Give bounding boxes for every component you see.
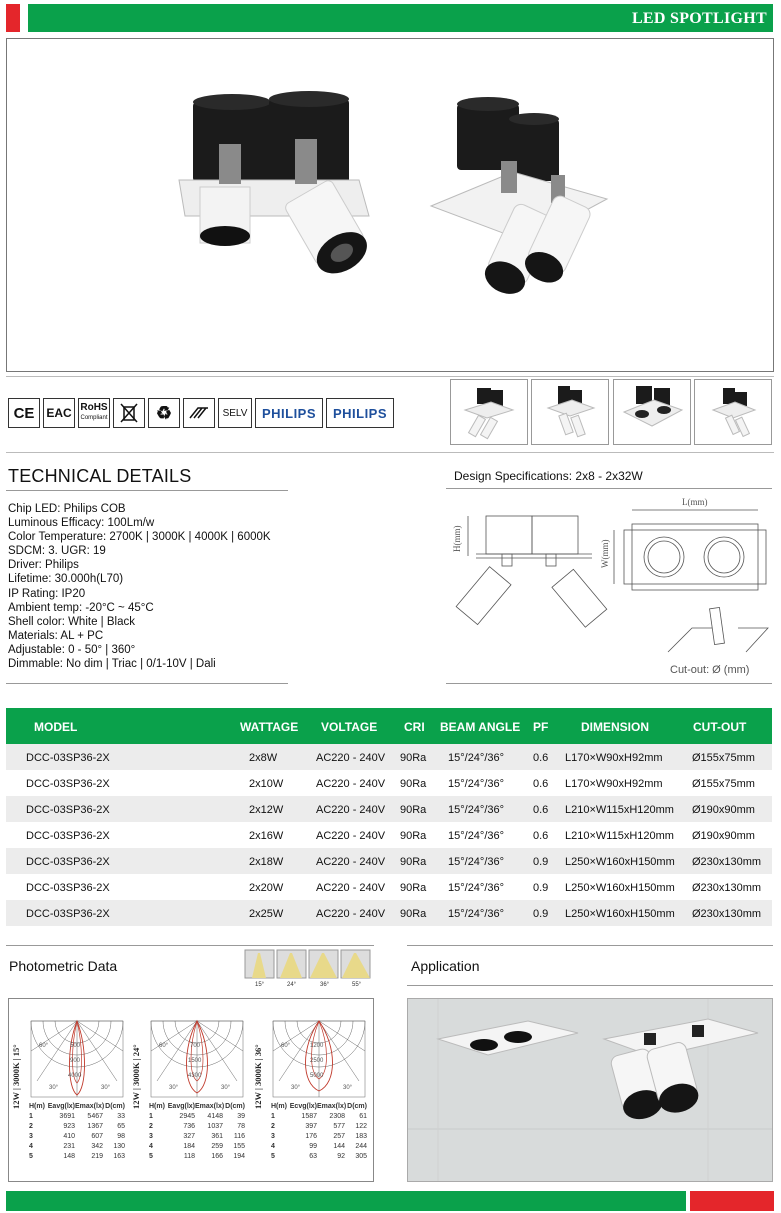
cell-cri: 90Ra	[400, 856, 427, 868]
cell-pf: 0.9	[533, 856, 549, 868]
svg-text:30°: 30°	[291, 1085, 301, 1091]
certification-logos	[8, 398, 394, 428]
col-pf: PF	[533, 720, 549, 734]
svg-text:60°: 60°	[159, 1043, 169, 1049]
svg-text:15°: 15°	[255, 982, 265, 988]
spec-line: Chip LED: Philips COB	[8, 503, 126, 515]
width-label: W(mm)	[600, 539, 610, 568]
technical-details-list	[8, 502, 271, 671]
table-row	[6, 822, 772, 848]
cell-model: DCC-03SP36-2X	[26, 882, 110, 894]
svg-text:36°: 36°	[320, 982, 330, 988]
cell-voltage: AC220 - 240V	[316, 856, 386, 868]
cell-voltage: AC220 - 240V	[316, 882, 386, 894]
photometric-data-box	[8, 998, 374, 1182]
cell-model: DCC-03SP36-2X	[26, 908, 110, 920]
cell-beam-angle: 15°/24°/36°	[448, 882, 505, 894]
cell-wattage: 2x16W	[249, 830, 284, 842]
height-label: H(mm)	[452, 525, 462, 552]
col-cri: CRI	[404, 720, 425, 734]
cell-cutout: Ø155x75mm	[692, 752, 755, 764]
svg-text:60°: 60°	[281, 1043, 291, 1049]
spec-line: Color Temperature: 2700K | 3000K | 4000K | 6000K	[8, 531, 271, 544]
cell-wattage: 2x20W	[249, 882, 284, 894]
cell-dimension: L170×W90xH92mm	[565, 778, 663, 790]
cell-dimension: L250×W160xH150mm	[565, 882, 675, 894]
beam-icon-36	[309, 950, 338, 988]
cell-dimension: L250×W160xH150mm	[565, 908, 675, 920]
cell-cri: 90Ra	[400, 752, 427, 764]
cell-beam-angle: 15°/24°/36°	[448, 778, 505, 790]
cell-beam-angle: 15°/24°/36°	[448, 804, 505, 816]
dimension-drawing	[446, 494, 772, 682]
spec-line: Materials: AL + PC	[8, 629, 104, 642]
divider	[6, 452, 774, 453]
spec-line: Shell color: White | Black	[8, 615, 135, 628]
cell-pf: 0.9	[533, 908, 549, 920]
cell-beam-angle: 15°/24°/36°	[448, 908, 505, 920]
page-title: LED SPOTLIGHT	[631, 10, 767, 27]
spec-line: Dimmable: No dim | Triac | 0/1-10V | Dali	[8, 658, 216, 671]
divider	[6, 945, 374, 946]
cell-wattage: 2x18W	[249, 856, 284, 868]
beam-icon-55	[341, 950, 370, 988]
cell-dimension: L170×W90xH92mm	[565, 752, 663, 764]
col-dimension: DIMENSION	[581, 720, 650, 734]
svg-text:30°: 30°	[101, 1085, 111, 1091]
svg-text:700: 700	[190, 1043, 201, 1049]
table-row	[6, 900, 772, 926]
footer-green-bar	[6, 1191, 686, 1211]
cell-dimension: L210×W115xH120mm	[565, 830, 674, 842]
svg-text:500: 500	[70, 1043, 81, 1049]
cell-cutout: Ø230x130mm	[692, 856, 762, 868]
ce-mark-icon: CE	[8, 398, 40, 428]
cutout-label: Cut-out: Ø (mm)	[670, 664, 750, 676]
col-model: MODEL	[34, 720, 78, 734]
photometric-table-36: H(m) Ecvg(lx)Emax(lx)D(cm) 1 1587 2308 61 2 397 577 122 3 176 257 183 4 99 144 244 5 63 92 305	[271, 1103, 367, 1160]
svg-text:2500: 2500	[310, 1058, 324, 1064]
emc-mark-icon	[183, 398, 215, 428]
beam-icon-15	[245, 950, 274, 988]
product-thumbnail	[613, 379, 691, 445]
length-label: L(mm)	[682, 497, 708, 507]
cell-pf: 0.6	[533, 752, 549, 764]
application-image	[407, 998, 773, 1182]
product-thumbnail	[450, 379, 528, 445]
svg-text:5000: 5000	[310, 1073, 324, 1079]
cell-beam-angle: 15°/24°/36°	[448, 830, 505, 842]
table-row	[6, 770, 772, 796]
cell-voltage: AC220 - 240V	[316, 908, 386, 920]
cell-pf: 0.6	[533, 830, 549, 842]
cell-wattage: 2x8W	[249, 752, 278, 764]
cell-model: DCC-03SP36-2X	[26, 752, 110, 764]
cell-wattage: 2x25W	[249, 908, 284, 920]
technical-details-title: TECHNICAL DETAILS	[8, 466, 192, 486]
col-beam-angle: BEAM ANGLE	[440, 720, 521, 734]
photometric-title: Photometric Data	[9, 958, 118, 974]
cell-cutout: Ø230x130mm	[692, 908, 762, 920]
header-red-block	[6, 4, 20, 32]
cell-voltage: AC220 - 240V	[316, 830, 386, 842]
table-row	[6, 874, 772, 900]
table-row	[6, 796, 772, 822]
cell-cri: 90Ra	[400, 830, 427, 842]
beam-angle-icons	[244, 949, 374, 989]
hero-product-image	[6, 38, 774, 372]
divider	[6, 683, 288, 684]
divider	[446, 683, 772, 684]
cell-cutout: Ø155x75mm	[692, 778, 755, 790]
product-angled-view	[431, 97, 607, 300]
spec-line: Lifetime: 30.000h(L70)	[8, 573, 124, 586]
rohs-mark-icon: RoHS Compliant	[78, 398, 110, 428]
cell-voltage: AC220 - 240V	[316, 752, 386, 764]
cell-beam-angle: 15°/24°/36°	[448, 752, 505, 764]
spec-line: Adjustable: 0 - 50° | 360°	[8, 643, 136, 656]
cell-cutout: Ø190x90mm	[692, 830, 755, 842]
polar-chart-36	[271, 1017, 367, 1104]
table-row	[6, 744, 772, 770]
chart-side-label: 12W | 3000K | 15°	[11, 1044, 21, 1109]
selv-mark-icon: SELV	[218, 398, 252, 428]
photometric-table-24: H(m) Eavg(lx)Emax(lx)D(cm) 1 2945 4148 39 2 736 1037 78 3 327 361 116 4 184 259 155 5 118 166 194	[149, 1103, 245, 1160]
spec-line: Luminous Efficacy: 100Lm/w	[8, 517, 155, 530]
divider	[6, 376, 774, 377]
cell-model: DCC-03SP36-2X	[26, 856, 110, 868]
application-title: Application	[411, 958, 480, 974]
divider	[6, 490, 288, 491]
weee-bin-icon	[113, 398, 145, 428]
cell-dimension: L250×W160xH150mm	[565, 856, 675, 868]
svg-text:60°: 60°	[39, 1043, 49, 1049]
cell-beam-angle: 15°/24°/36°	[448, 856, 505, 868]
divider	[407, 945, 773, 946]
recycle-icon: ♻	[148, 398, 180, 428]
philips-logo: PHILIPS	[255, 398, 323, 428]
cell-pf: 0.6	[533, 778, 549, 790]
spec-line: IP Rating: IP20	[8, 587, 86, 600]
cell-model: DCC-03SP36-2X	[26, 830, 110, 842]
svg-text:30°: 30°	[49, 1085, 59, 1091]
cell-voltage: AC220 - 240V	[316, 804, 386, 816]
col-cutout: CUT-OUT	[693, 720, 747, 734]
svg-text:4000: 4000	[68, 1073, 82, 1079]
cell-voltage: AC220 - 240V	[316, 778, 386, 790]
beam-icon-24	[277, 950, 306, 988]
chart-side-label: 12W | 3000K | 24°	[131, 1044, 141, 1109]
col-voltage: VOLTAGE	[321, 720, 378, 734]
cell-pf: 0.9	[533, 882, 549, 894]
footer-red-bar	[690, 1191, 774, 1211]
cell-wattage: 2x10W	[249, 778, 284, 790]
spec-line: Driver: Philips	[8, 559, 79, 572]
product-thumbnail	[694, 379, 772, 445]
cell-model: DCC-03SP36-2X	[26, 804, 110, 816]
svg-text:55°: 55°	[352, 982, 362, 988]
polar-chart-24	[149, 1017, 245, 1104]
product-front-view	[179, 91, 374, 282]
svg-text:30°: 30°	[343, 1085, 353, 1091]
cell-wattage: 2x12W	[249, 804, 284, 816]
divider	[407, 985, 773, 986]
spec-line: Ambient temp: -20°C ~ 45°C	[8, 601, 154, 614]
cell-pf: 0.6	[533, 804, 549, 816]
cell-cri: 90Ra	[400, 908, 427, 920]
cell-model: DCC-03SP36-2X	[26, 778, 110, 790]
design-specifications-title: Design Specifications: 2x8 - 2x32W	[454, 469, 643, 483]
svg-text:4300: 4300	[188, 1073, 202, 1079]
cell-cri: 90Ra	[400, 882, 427, 894]
philips-logo: PHILIPS	[326, 398, 394, 428]
cell-dimension: L210×W115xH120mm	[565, 804, 674, 816]
svg-text:30°: 30°	[169, 1085, 179, 1091]
table-row	[6, 848, 772, 874]
svg-text:30°: 30°	[221, 1085, 231, 1091]
photometric-table-15: H(m) Eavg(lx)Emax(lx)D(cm) 1 3691 5467 33 2 923 1367 65 3 410 607 98 4 231 342 130 5 148 219 163	[29, 1103, 125, 1160]
spec-line: SDCM: 3. UGR: 19	[8, 545, 106, 558]
spec-table-header	[6, 708, 772, 744]
divider	[446, 488, 772, 489]
polar-chart-15	[29, 1017, 125, 1104]
cell-cri: 90Ra	[400, 778, 427, 790]
svg-text:900: 900	[70, 1058, 81, 1064]
svg-text:24°: 24°	[287, 982, 297, 988]
cell-cutout: Ø190x90mm	[692, 804, 755, 816]
cell-cri: 90Ra	[400, 804, 427, 816]
col-wattage: WATTAGE	[240, 720, 299, 734]
svg-text:1500: 1500	[188, 1058, 202, 1064]
chart-side-label: 12W | 3000K | 36°	[253, 1044, 263, 1109]
product-thumbnail	[531, 379, 609, 445]
cell-cutout: Ø230x130mm	[692, 882, 762, 894]
eac-mark-icon: EAC	[43, 398, 75, 428]
svg-text:1200: 1200	[310, 1043, 324, 1049]
